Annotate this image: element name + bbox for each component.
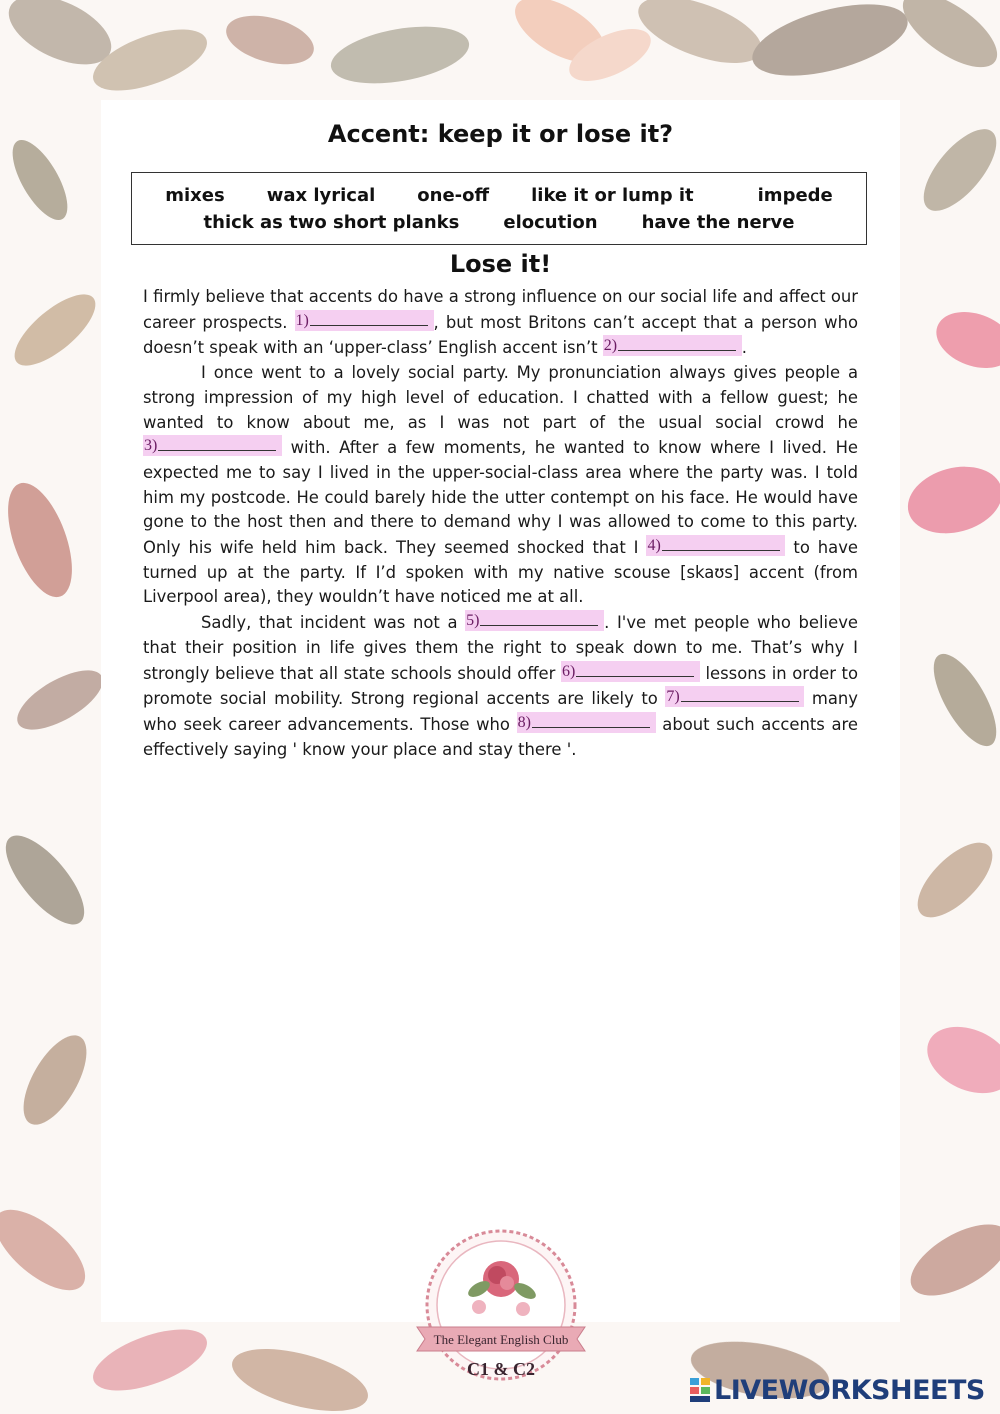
elegant-english-club-logo	[415, 1227, 587, 1405]
text-segment: lessons in order to promote social mobility. Strong regional accents are likely to	[143, 663, 858, 709]
text-segment: Sadly, that incident was not a	[201, 613, 466, 633]
paragraph-1	[143, 285, 858, 361]
gap-number: 3)	[144, 437, 158, 455]
word-bank	[131, 172, 867, 245]
text-segment: , but most Britons can’t accept that a person who doesn’t speak with an ‘upper-class’ English accent isn’t	[143, 312, 858, 358]
logo-level: C1 & C2	[467, 1359, 535, 1379]
gap-number: 7)	[666, 688, 680, 706]
gap-number: 4)	[647, 537, 661, 555]
text-segment: to have turned up at the party. If I’d spoken with my native scouse [skaʊs] accent (from Liverpool area), they wouldn’t have noticed me at all.	[143, 538, 858, 607]
gap-number: 8)	[517, 713, 531, 731]
logo-text: The Elegant English Club	[433, 1332, 569, 1347]
answer-gap-5[interactable]	[465, 610, 604, 631]
word-bank-item: elocution	[503, 212, 598, 233]
word-bank-item: wax lyrical	[266, 185, 376, 206]
gap-number: 6)	[561, 662, 576, 680]
word-bank-item: have the nerve	[641, 212, 795, 233]
word-bank-item: impede	[757, 185, 833, 206]
exercise-text	[143, 285, 858, 762]
answer-gap-3[interactable]	[143, 435, 282, 456]
word-bank-item: mixes	[165, 185, 225, 206]
text-segment: many who seek career advancements. Those who	[143, 689, 859, 734]
text-segment: .	[741, 338, 748, 358]
leaf-decoration-top	[0, 0, 1000, 103]
answer-gap-6[interactable]	[561, 661, 700, 682]
text-segment: with. After a few moments, he wanted to know where I lived. He expected me to say I lived in the upper-social-class area where the party was. I told him my postcode. He could barely hide the utter contempt on his face. He would have gone to the host then and there to demand why I was allowed to come to this party. Only his wife held him back. They seemed shocked that I	[143, 438, 858, 558]
word-bank-item: one-off	[417, 185, 490, 206]
text-segment: . I've met people who believe that their position in life gives them the right to speak down to me. That’s why I strongly believe that all state schools should offer	[143, 613, 858, 683]
word-bank-row-1	[132, 185, 866, 206]
text-segment: I once went to a lovely social party. My pronunciation always gives people a strong impression of my high level of education. I chatted with a fellow guest; he wanted to know about me, as I was not part of the usual social crowd he	[143, 363, 858, 432]
answer-gap-1[interactable]	[295, 310, 434, 331]
word-bank-item: like it or lump it	[531, 185, 694, 206]
gap-number: 1)	[295, 311, 309, 329]
word-bank-row-2	[132, 212, 866, 233]
text-segment: I firmly believe that accents do have a strong influence on our social life and affect our career prospects.	[143, 287, 858, 332]
gap-number: 2)	[603, 337, 618, 355]
brand-name: LIVEWORKSHEETS	[714, 1374, 985, 1406]
paragraph-2	[143, 361, 858, 610]
text-segment: about such accents are effectively saying ' know your place and stay there '.	[143, 714, 858, 759]
liveworksheets-icon	[690, 1378, 710, 1402]
paragraph-3	[143, 610, 858, 762]
answer-gap-8[interactable]	[517, 712, 656, 733]
worksheet-page	[101, 100, 900, 1322]
answer-gap-2[interactable]	[603, 335, 742, 356]
gap-number: 5)	[466, 612, 480, 630]
word-bank-item: thick as two short planks	[203, 212, 460, 233]
answer-gap-7[interactable]	[665, 686, 804, 707]
liveworksheets-brand[interactable]	[690, 1373, 985, 1407]
section-title: Lose it!	[449, 250, 552, 278]
worksheet-title: Accent: keep it or lose it?	[327, 120, 674, 148]
answer-gap-4[interactable]	[646, 535, 785, 556]
